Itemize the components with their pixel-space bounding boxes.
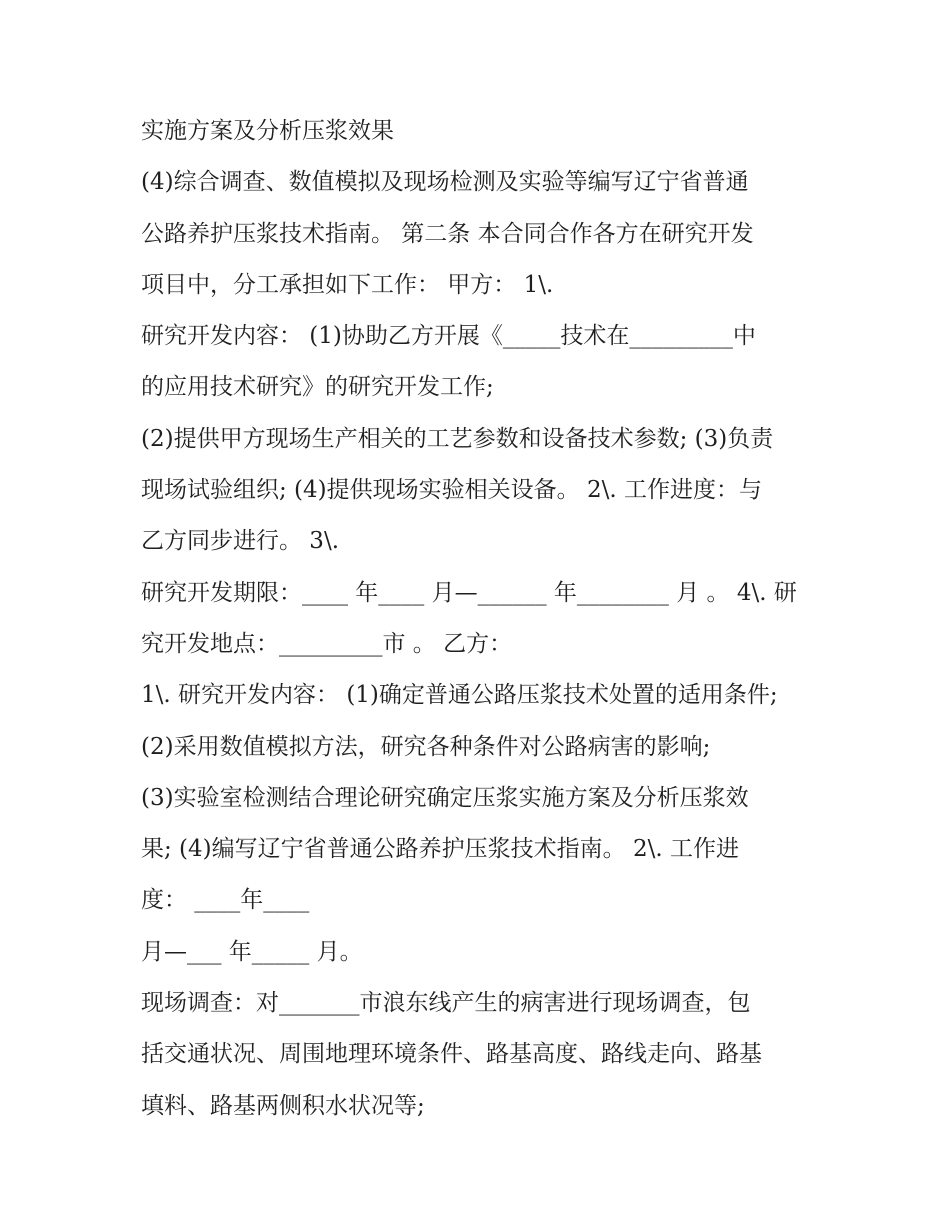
text-line: 公路养护压浆技术指南。 第二条 本合同合作各方在研究开发 [141, 220, 754, 247]
text-line: 括交通状况、周围地理环境条件、路基高度、路线走向、路基 [141, 1041, 762, 1068]
text-line: 1\. 研究开发内容： (1)确定普通公路压浆技术处置的适用条件; [141, 682, 778, 709]
text-line: 实施方案及分析压浆效果 [141, 118, 394, 144]
text-line: (4)综合调查、数值模拟及现场检测及实验等编写辽宁省普通 [141, 169, 749, 196]
text-line: (2)提供甲方现场生产相关的工艺参数和设备技术参数; (3)负责 [141, 425, 774, 452]
text-line: 月—___ 年_____ 月。 [141, 938, 363, 965]
document-body [141, 106, 831, 1132]
text-line: 研究开发内容： (1)协助乙方开展《_____技术在_________中 [141, 323, 756, 350]
text-line: 现场调查：对_______市浪东线产生的病害进行现场调查，包 [141, 990, 751, 1017]
text-line: (2)采用数值模拟方法，研究各种条件对公路病害的影响; [141, 733, 711, 760]
text-line: 究开发地点：_________市 。 乙方： [141, 630, 513, 657]
text-line: 果; (4)编写辽宁省普通公路养护压浆技术指南。 2\. 工作进 [141, 836, 739, 863]
text-line: 度： ____年____ [141, 887, 310, 914]
text-line: 的应用技术研究》的研究开发工作; [141, 374, 494, 401]
text-line: 乙方同步进行。 3\. [141, 528, 340, 555]
text-line: 研究开发期限：____ 年____ 月—______ 年________ 月 。 4\. 研 [141, 579, 797, 606]
text-line: (3)实验室检测结合理论研究确定压浆实施方案及分析压浆效 [141, 784, 749, 811]
text-line: 项目中，分工承担如下工作： 甲方： 1\. [141, 271, 554, 298]
text-line: 填料、路基两侧积水状况等; [141, 1092, 425, 1119]
text-line: 现场试验组织; (4)提供现场实验相关设备。 2\. 工作进度：与 [141, 477, 762, 504]
